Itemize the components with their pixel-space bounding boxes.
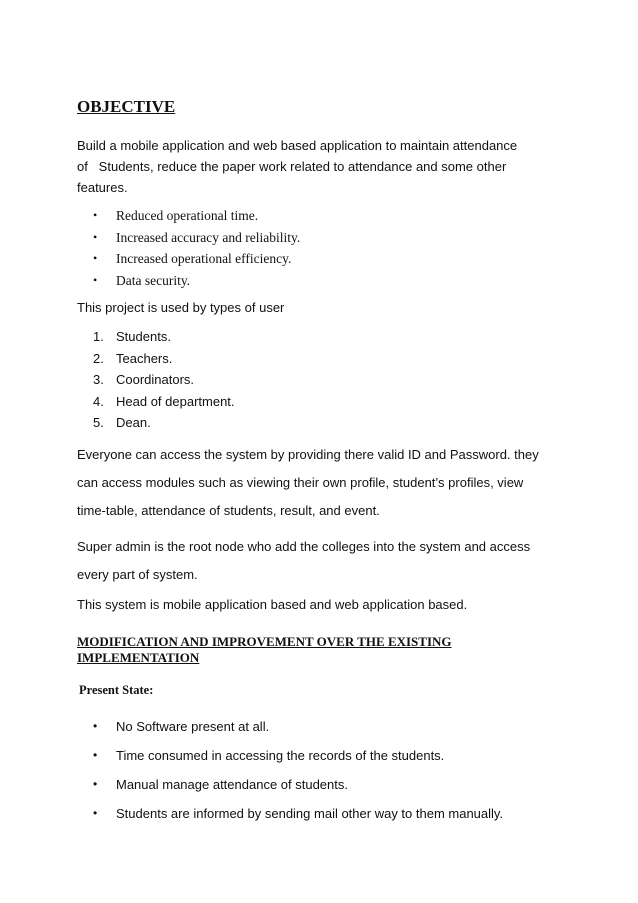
intro-line: Build a mobile application and web based application to maintain attendance [77,138,518,153]
list-item [93,270,300,292]
objective-intro [77,135,567,198]
superadmin-paragraph [77,533,567,589]
list-number: 5. [93,415,104,430]
objective-heading: OBJECTIVE [77,97,176,116]
list-number: 1. [93,329,104,344]
list-number: 4. [93,393,104,409]
list-item [93,412,235,434]
user-type: Coordinators. [116,372,195,387]
modification-heading-line: IMPLEMENTATION [77,650,200,665]
benefits-list [93,205,300,291]
users-intro: This project is used by types of user [77,300,285,315]
list-item [93,741,503,770]
list-item [93,227,300,249]
list-item [93,770,503,799]
user-type: Dean. [116,415,151,430]
modification-heading [77,634,557,666]
bullet-icon: • [93,806,98,820]
user-type: Head of department. [116,393,235,409]
list-item [93,391,235,413]
bullet-icon: • [93,251,98,265]
benefit-text: Increased operational efficiency. [116,251,292,266]
list-item [93,205,300,227]
superadmin-line: every part of system. [77,567,198,582]
list-item [93,369,235,391]
list-item [93,348,235,370]
bullet-icon: • [93,719,98,733]
list-item [93,799,503,828]
benefit-text: Reduced operational time. [116,208,259,223]
present-state-text: Manual manage attendance of students. [116,777,348,792]
list-item [93,248,300,270]
intro-line: of Students, reduce the paper work related to attendance and some other [77,159,507,174]
intro-line: features. [77,180,128,195]
system-based-paragraph: This system is mobile application based and web application based. [77,597,468,612]
bullet-icon: • [93,272,98,287]
user-type: Teachers. [116,350,173,366]
bullet-icon: • [93,748,98,762]
superadmin-line: Super admin is the root node who add the colleges into the system and access [77,539,531,554]
access-paragraph [77,441,567,525]
bullet-icon: • [93,208,98,222]
access-line: can access modules such as viewing their own profile, student’s profiles, view [77,475,524,490]
list-number: 2. [93,350,104,366]
list-item [93,326,235,348]
list-item [93,712,503,741]
benefit-text: Data security. [116,272,191,288]
access-line: time-table, attendance of students, result, and event. [77,503,380,518]
modification-heading-line: MODIFICATION AND IMPROVEMENT OVER THE EXISTING [77,634,452,649]
present-state-text: Students are informed by sending mail other way to them manually. [116,806,504,821]
user-types-list [93,326,235,434]
bullet-icon: • [93,229,98,244]
present-state-text: No Software present at all. [116,719,270,734]
present-state-list [93,712,503,828]
present-state-label: Present State: [79,683,154,697]
user-type: Students. [116,329,171,344]
access-line: Everyone can access the system by providing there valid ID and Password. they [77,447,539,462]
benefit-text: Increased accuracy and reliability. [116,229,301,245]
bullet-icon: • [93,777,98,791]
present-state-text: Time consumed in accessing the records of the students. [116,748,445,763]
list-number: 3. [93,372,104,387]
